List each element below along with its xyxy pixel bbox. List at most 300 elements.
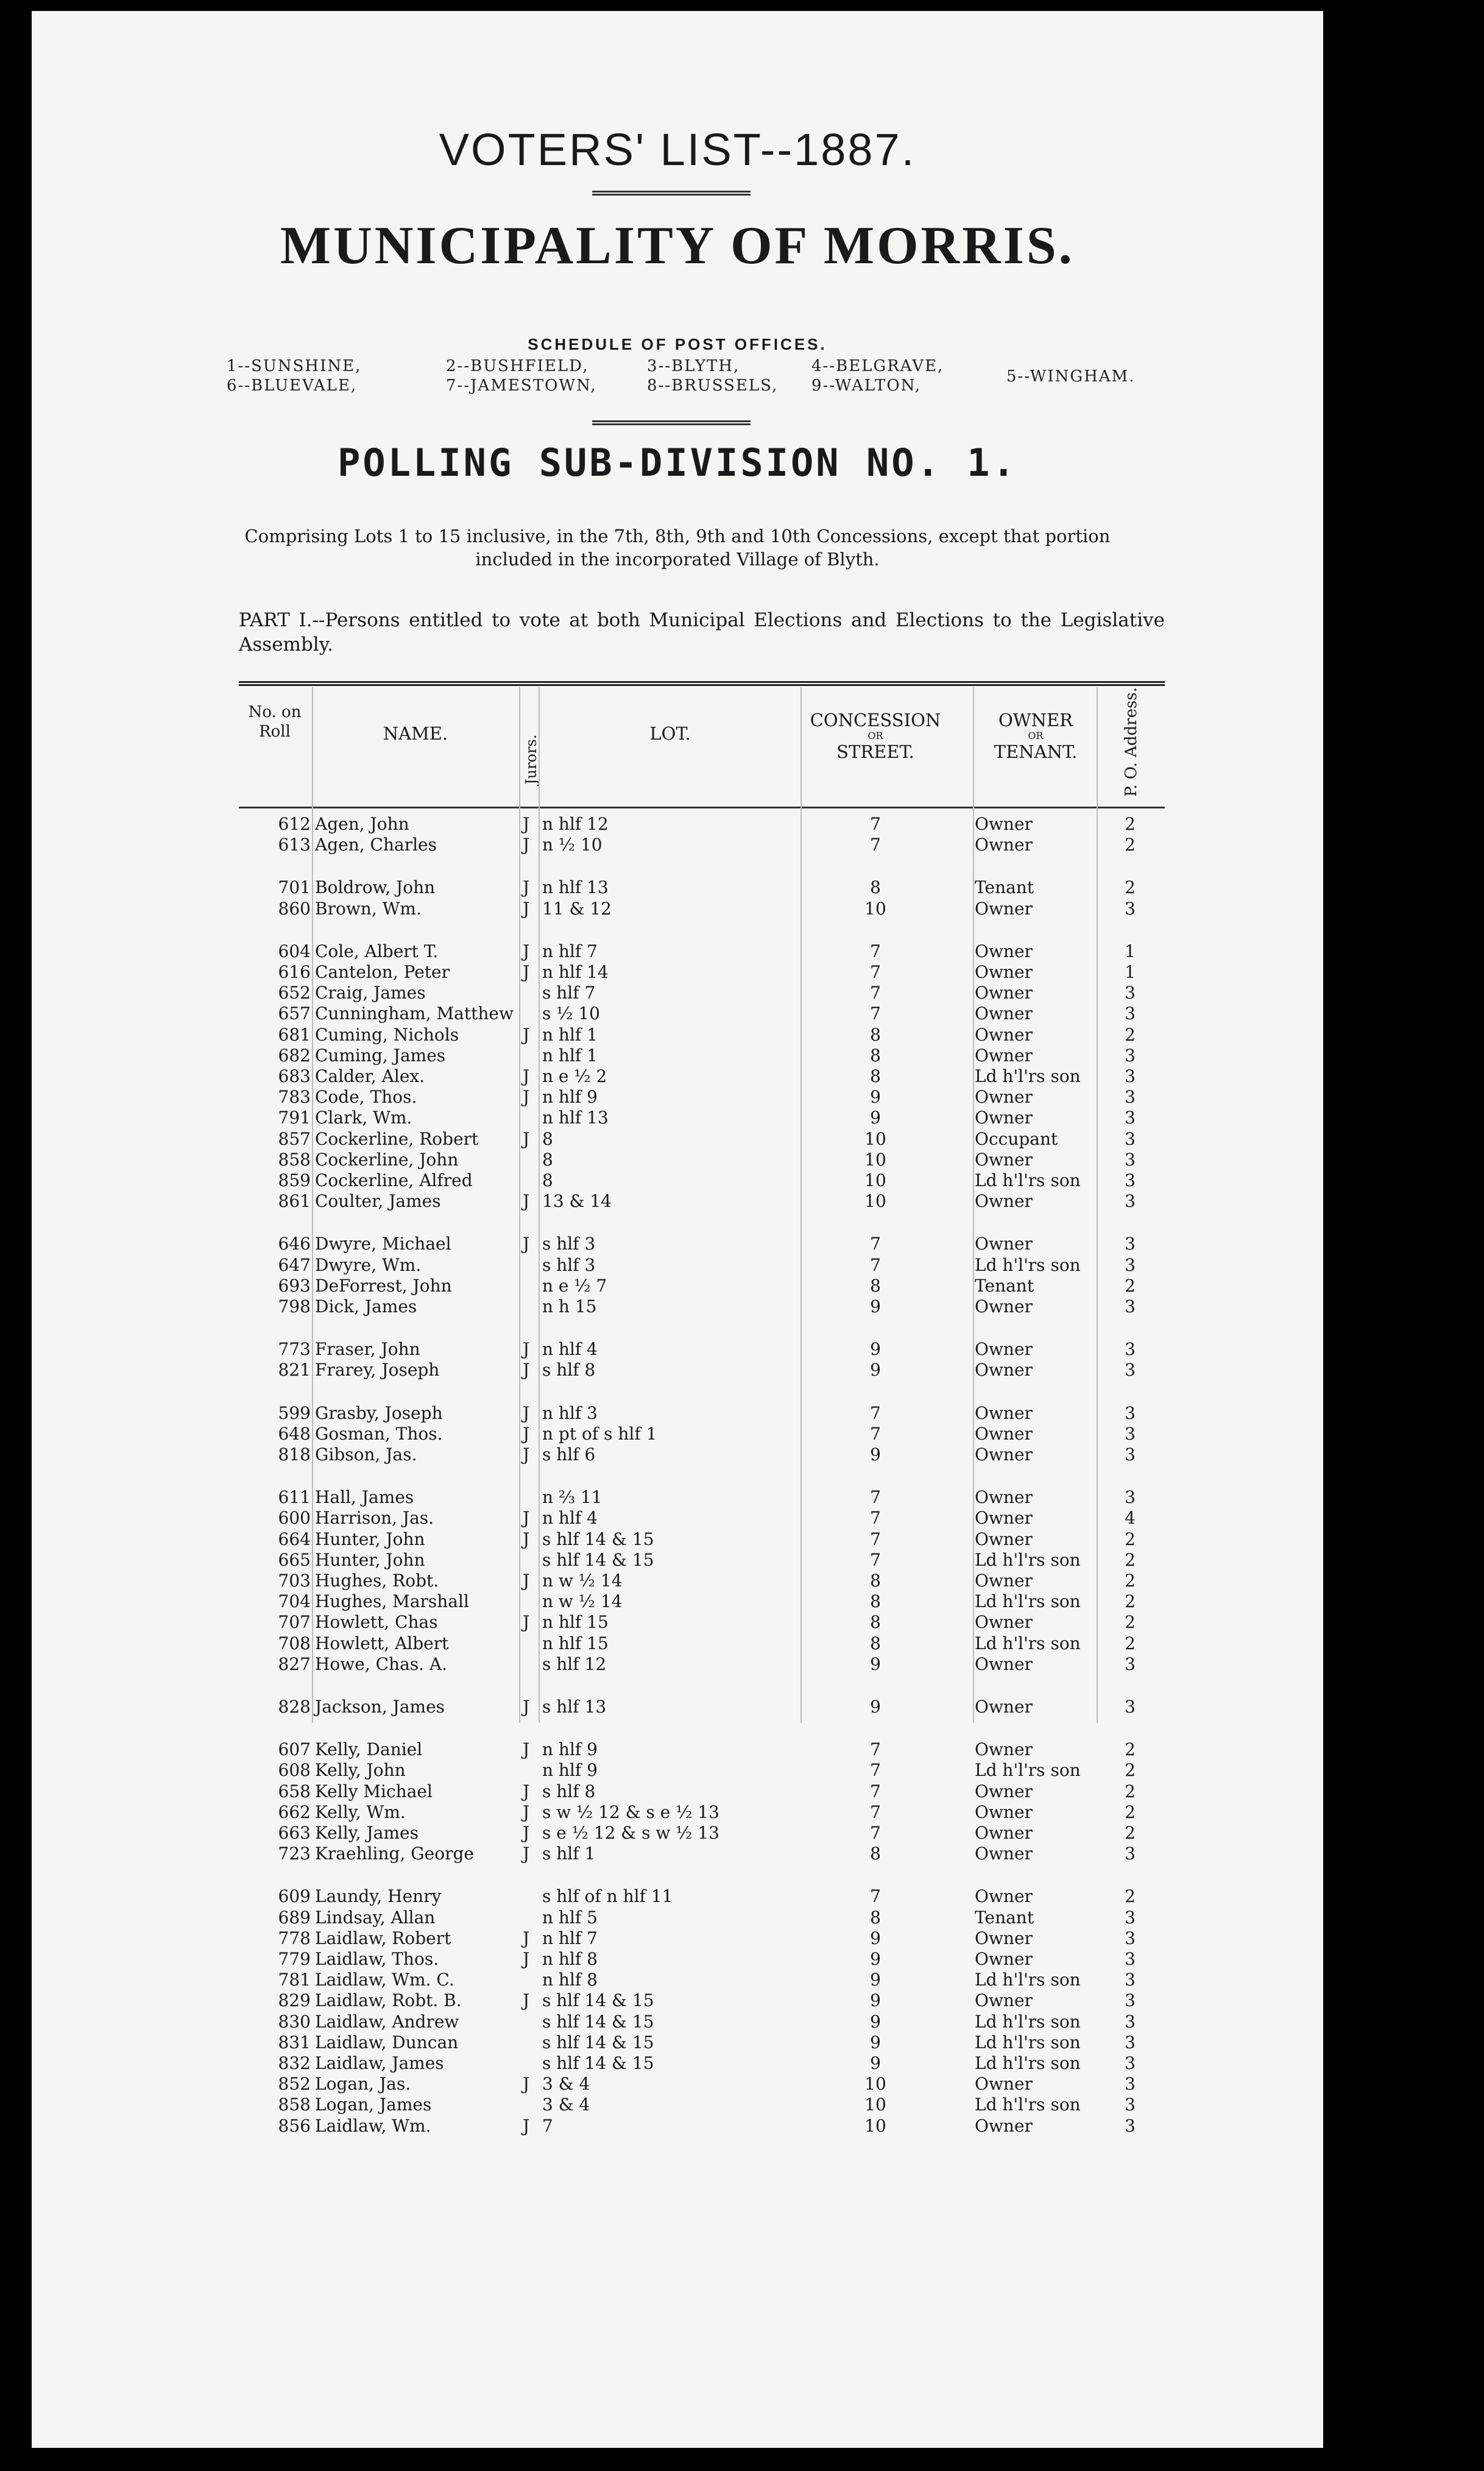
cell-juror: J bbox=[523, 2074, 530, 2095]
table-row bbox=[32, 1360, 1323, 1380]
table-header-rule bbox=[239, 807, 1165, 808]
table-row bbox=[32, 2095, 1323, 2115]
cell-po: 3 bbox=[1125, 2095, 1136, 2115]
cell-con: 7 bbox=[870, 983, 881, 1003]
table-row bbox=[32, 983, 1323, 1003]
cell-name: Kelly, Wm. bbox=[315, 1801, 406, 1822]
cell-po: 3 bbox=[1125, 1697, 1136, 1717]
cell-name: Brown, Wm. bbox=[315, 898, 422, 919]
cell-roll: 857 bbox=[278, 1128, 311, 1149]
cell-name: Cockerline, Robert bbox=[315, 1128, 479, 1149]
cell-roll: 832 bbox=[278, 2053, 311, 2073]
cell-po: 3 bbox=[1125, 1108, 1136, 1128]
cell-name: Frarey, Joseph bbox=[315, 1360, 440, 1380]
cell-juror: J bbox=[523, 1949, 530, 1969]
table-row bbox=[32, 1781, 1323, 1802]
cell-con: 9 bbox=[870, 1339, 881, 1360]
cell-po: 3 bbox=[1125, 1949, 1136, 1969]
cell-po: 2 bbox=[1125, 814, 1136, 834]
cell-con: 8 bbox=[870, 1275, 881, 1296]
list-title: VOTERS' LIST--1887. bbox=[439, 124, 916, 175]
cell-name: Logan, James bbox=[315, 2095, 432, 2115]
cell-roll: 821 bbox=[278, 1360, 311, 1380]
cell-po: 3 bbox=[1125, 1844, 1136, 1864]
cell-po: 2 bbox=[1125, 835, 1136, 855]
cell-con: 9 bbox=[870, 1296, 881, 1317]
cell-con: 9 bbox=[870, 1360, 881, 1380]
cell-own: Ld h'l'rs son bbox=[975, 1591, 1081, 1612]
table-row bbox=[32, 1150, 1323, 1170]
cell-po: 2 bbox=[1125, 877, 1136, 898]
cell-roll: 704 bbox=[278, 1591, 311, 1612]
cell-con: 9 bbox=[870, 2032, 881, 2052]
table-row bbox=[32, 1234, 1323, 1254]
cell-name: Laidlaw, Robert bbox=[315, 1928, 451, 1948]
cell-roll: 779 bbox=[278, 1949, 311, 1969]
cell-own: Tenant bbox=[975, 877, 1034, 898]
cell-name: Kelly, James bbox=[315, 1823, 419, 1843]
cell-con: 9 bbox=[870, 1949, 881, 1969]
cell-juror: J bbox=[523, 835, 530, 855]
cell-roll: 613 bbox=[278, 835, 311, 855]
post-office: 4--BELGRAVE, bbox=[811, 357, 944, 375]
table-row bbox=[32, 1339, 1323, 1360]
cell-roll: 612 bbox=[278, 814, 311, 834]
table-row bbox=[32, 962, 1323, 983]
cell-con: 7 bbox=[870, 941, 881, 961]
cell-own: Owner bbox=[975, 835, 1033, 855]
cell-po: 2 bbox=[1125, 1612, 1136, 1633]
cell-name: Dick, James bbox=[315, 1296, 417, 1317]
cell-con: 9 bbox=[870, 1990, 881, 2011]
cell-con: 7 bbox=[870, 1423, 881, 1444]
column-header-concession bbox=[799, 710, 952, 762]
cell-lot: s w ½ 12 & s e ½ 13 bbox=[542, 1801, 719, 1822]
cell-lot: s hlf 7 bbox=[542, 983, 596, 1003]
cell-juror: J bbox=[523, 1781, 530, 1801]
cell-lot: n hlf 9 bbox=[542, 1739, 598, 1760]
cell-con: 9 bbox=[870, 1970, 881, 1990]
cell-lot: n hlf 13 bbox=[542, 1108, 609, 1128]
cell-own: Owner bbox=[975, 1990, 1033, 2011]
table-row bbox=[32, 1802, 1323, 1823]
cell-lot: n hlf 12 bbox=[542, 814, 609, 834]
cell-own: Owner bbox=[975, 1697, 1033, 1717]
cell-juror: J bbox=[523, 1529, 530, 1549]
cell-roll: 723 bbox=[278, 1844, 311, 1864]
cell-con: 7 bbox=[870, 1801, 881, 1822]
cell-po: 3 bbox=[1125, 1970, 1136, 1990]
cell-lot: n hlf 4 bbox=[542, 1339, 598, 1360]
cell-juror: J bbox=[523, 1339, 530, 1360]
cell-po: 3 bbox=[1125, 1254, 1136, 1275]
table-row bbox=[32, 1403, 1323, 1424]
cell-lot: n pt of s hlf 1 bbox=[542, 1423, 657, 1444]
section-rule bbox=[592, 420, 751, 425]
cell-name: Laidlaw, Wm. bbox=[315, 2115, 431, 2136]
cell-roll: 608 bbox=[278, 1760, 311, 1781]
cell-roll: 693 bbox=[278, 1275, 311, 1296]
cell-juror: J bbox=[523, 1844, 530, 1864]
cell-roll: 611 bbox=[278, 1487, 311, 1508]
cell-roll: 689 bbox=[278, 1907, 311, 1928]
cell-po: 4 bbox=[1125, 1508, 1136, 1529]
cell-roll: 858 bbox=[278, 2095, 311, 2115]
cell-name: Coulter, James bbox=[315, 1191, 441, 1212]
cell-roll: 859 bbox=[278, 1170, 311, 1190]
cell-con: 10 bbox=[864, 2115, 886, 2136]
cell-name: Harrison, Jas. bbox=[315, 1508, 434, 1529]
cell-po: 2 bbox=[1125, 1591, 1136, 1612]
cell-name: Logan, Jas. bbox=[315, 2074, 411, 2095]
cell-po: 3 bbox=[1125, 2011, 1136, 2032]
cell-name: Howlett, Albert bbox=[315, 1633, 449, 1653]
cell-own: Owner bbox=[975, 1003, 1033, 1024]
cell-po: 3 bbox=[1125, 2074, 1136, 2095]
cell-name: Boldrow, John bbox=[315, 877, 436, 898]
cell-lot: n hlf 8 bbox=[542, 1949, 598, 1969]
cell-lot: n hlf 4 bbox=[542, 1508, 598, 1529]
cell-po: 3 bbox=[1125, 2032, 1136, 2052]
cell-juror: J bbox=[523, 941, 530, 961]
cell-roll: 773 bbox=[278, 1339, 311, 1360]
post-office: 7--JAMESTOWN, bbox=[446, 376, 597, 395]
cell-roll: 858 bbox=[278, 1149, 311, 1170]
cell-roll: 781 bbox=[278, 1970, 311, 1990]
cell-name: Cantelon, Peter bbox=[315, 962, 450, 982]
cell-name: Laidlaw, Duncan bbox=[315, 2032, 459, 2052]
column-header-owner-a: OWNER bbox=[998, 710, 1073, 730]
column-header-concession-b: STREET. bbox=[836, 741, 914, 762]
table-row bbox=[32, 2012, 1323, 2032]
cell-po: 3 bbox=[1125, 1087, 1136, 1108]
column-header-owner-b: TENANT. bbox=[994, 741, 1078, 762]
cell-lot: s hlf 12 bbox=[542, 1653, 607, 1674]
cell-lot: n h 15 bbox=[542, 1296, 597, 1317]
cell-own: Owner bbox=[975, 1360, 1033, 1380]
cell-roll: 599 bbox=[278, 1402, 311, 1423]
cell-juror: J bbox=[523, 1697, 530, 1717]
post-office: 3--BLYTH, bbox=[647, 357, 740, 375]
cell-po: 3 bbox=[1125, 1653, 1136, 1674]
cell-po: 1 bbox=[1125, 941, 1136, 961]
cell-own: Owner bbox=[975, 1844, 1033, 1864]
cell-own: Owner bbox=[975, 1801, 1033, 1822]
cell-juror: J bbox=[523, 1360, 530, 1380]
cell-juror: J bbox=[523, 1087, 530, 1108]
cell-juror: J bbox=[523, 1928, 530, 1948]
cell-name: Cuming, James bbox=[315, 1045, 446, 1066]
cell-po: 3 bbox=[1125, 1191, 1136, 1212]
cell-name: Howe, Chas. A. bbox=[315, 1653, 448, 1674]
cell-roll: 664 bbox=[278, 1529, 311, 1549]
cell-con: 10 bbox=[864, 1170, 886, 1190]
cell-juror: J bbox=[523, 1423, 530, 1444]
table-row bbox=[32, 1739, 1323, 1760]
cell-own: Owner bbox=[975, 1886, 1033, 1907]
cell-lot: n hlf 7 bbox=[542, 941, 598, 961]
table-row bbox=[32, 1760, 1323, 1781]
cell-name: Hughes, Marshall bbox=[315, 1591, 469, 1612]
cell-juror: J bbox=[523, 2115, 530, 2136]
cell-roll: 783 bbox=[278, 1087, 311, 1108]
cell-po: 2 bbox=[1125, 1275, 1136, 1296]
cell-con: 7 bbox=[870, 1760, 881, 1781]
cell-own: Occupant bbox=[975, 1128, 1058, 1149]
cell-roll: 652 bbox=[278, 983, 311, 1003]
cell-own: Owner bbox=[975, 1108, 1033, 1128]
cell-own: Owner bbox=[975, 1339, 1033, 1360]
cell-juror: J bbox=[523, 1402, 530, 1423]
cell-roll: 830 bbox=[278, 2011, 311, 2032]
cell-con: 7 bbox=[870, 1234, 881, 1254]
cell-po: 3 bbox=[1125, 1444, 1136, 1465]
cell-roll: 658 bbox=[278, 1781, 311, 1801]
cell-con: 7 bbox=[870, 1823, 881, 1843]
cell-juror: J bbox=[523, 1823, 530, 1843]
cell-own: Ld h'l'rs son bbox=[975, 1254, 1081, 1275]
cell-juror: J bbox=[523, 962, 530, 982]
cell-juror: J bbox=[523, 1066, 530, 1086]
table-row bbox=[32, 2116, 1323, 2137]
cell-con: 7 bbox=[870, 1003, 881, 1024]
cell-po: 3 bbox=[1125, 1360, 1136, 1380]
column-header-owner bbox=[975, 710, 1097, 762]
cell-name: Cockerline, Alfred bbox=[315, 1170, 473, 1190]
cell-con: 8 bbox=[870, 877, 881, 898]
cell-name: Cole, Albert T. bbox=[315, 941, 439, 961]
table-row bbox=[32, 1654, 1323, 1675]
cell-roll: 827 bbox=[278, 1653, 311, 1674]
cell-name: Lindsay, Allan bbox=[315, 1907, 436, 1928]
table-row bbox=[32, 1045, 1323, 1066]
cell-own: Ld h'l'rs son bbox=[975, 1633, 1081, 1653]
cell-own: Owner bbox=[975, 2074, 1033, 2095]
cell-lot: s hlf 14 & 15 bbox=[542, 2053, 654, 2073]
cell-con: 8 bbox=[870, 1612, 881, 1633]
cell-con: 8 bbox=[870, 1907, 881, 1928]
cell-roll: 647 bbox=[278, 1254, 311, 1275]
cell-roll: 665 bbox=[278, 1549, 311, 1570]
cell-po: 2 bbox=[1125, 1886, 1136, 1907]
column-header-jurors: Jurors. bbox=[523, 734, 540, 785]
description-line: included in the incorporated Village of Blyth. bbox=[475, 549, 880, 570]
cell-name: Gosman, Thos. bbox=[315, 1423, 443, 1444]
cell-con: 7 bbox=[870, 1549, 881, 1570]
cell-name: Fraser, John bbox=[315, 1339, 420, 1360]
cell-roll: 828 bbox=[278, 1697, 311, 1717]
cell-own: Ld h'l'rs son bbox=[975, 2032, 1081, 2052]
cell-own: Owner bbox=[975, 1402, 1033, 1423]
cell-name: Kelly Michael bbox=[315, 1781, 433, 1801]
cell-con: 9 bbox=[870, 2053, 881, 2073]
cell-name: Kraehling, George bbox=[315, 1844, 474, 1864]
cell-roll: 852 bbox=[278, 2074, 311, 2095]
cell-own: Owner bbox=[975, 1571, 1033, 1591]
table-row bbox=[32, 1066, 1323, 1087]
cell-lot: n hlf 15 bbox=[542, 1633, 609, 1653]
cell-po: 3 bbox=[1125, 1170, 1136, 1190]
cell-lot: s hlf 1 bbox=[542, 1844, 596, 1864]
cell-own: Ld h'l'rs son bbox=[975, 1970, 1081, 1990]
column-header-lot: LOT. bbox=[649, 723, 691, 744]
cell-roll: 662 bbox=[278, 1801, 311, 1822]
cell-roll: 609 bbox=[278, 1886, 311, 1907]
cell-po: 2 bbox=[1125, 1739, 1136, 1760]
cell-name: Code, Thos. bbox=[315, 1087, 417, 1108]
cell-name: Laidlaw, Andrew bbox=[315, 2011, 459, 2032]
table-row bbox=[32, 1612, 1323, 1633]
cell-con: 10 bbox=[864, 898, 886, 919]
cell-con: 9 bbox=[870, 1697, 881, 1717]
cell-juror: J bbox=[523, 1444, 530, 1465]
cell-con: 9 bbox=[870, 1653, 881, 1674]
cell-lot: n e ½ 2 bbox=[542, 1066, 607, 1086]
cell-name: Gibson, Jas. bbox=[315, 1444, 417, 1465]
cell-lot: n w ½ 14 bbox=[542, 1571, 623, 1591]
table-row bbox=[32, 1928, 1323, 1949]
table-row bbox=[32, 1907, 1323, 1928]
cell-own: Owner bbox=[975, 983, 1033, 1003]
cell-lot: s e ½ 12 & s w ½ 13 bbox=[542, 1823, 719, 1843]
cell-own: Owner bbox=[975, 1087, 1033, 1108]
cell-po: 2 bbox=[1125, 1633, 1136, 1653]
cell-con: 10 bbox=[864, 1128, 886, 1149]
cell-po: 3 bbox=[1125, 1928, 1136, 1948]
cell-po: 2 bbox=[1125, 1024, 1136, 1045]
cell-con: 7 bbox=[870, 1254, 881, 1275]
cell-lot: 8 bbox=[542, 1170, 553, 1190]
cell-roll: 663 bbox=[278, 1823, 311, 1843]
cell-name: DeForrest, John bbox=[315, 1275, 452, 1296]
cell-name: Laundy, Henry bbox=[315, 1886, 442, 1907]
cell-own: Owner bbox=[975, 1296, 1033, 1317]
cell-name: Craig, James bbox=[315, 983, 426, 1003]
cell-roll: 798 bbox=[278, 1296, 311, 1317]
cell-roll: 818 bbox=[278, 1444, 311, 1465]
cell-lot: 13 & 14 bbox=[542, 1191, 612, 1212]
cell-con: 9 bbox=[870, 2011, 881, 2032]
cell-name: Hunter, John bbox=[315, 1529, 425, 1549]
cell-name: Dwyre, Michael bbox=[315, 1234, 451, 1254]
cell-roll: 861 bbox=[278, 1191, 311, 1212]
cell-own: Owner bbox=[975, 1024, 1033, 1045]
cell-lot: n hlf 14 bbox=[542, 962, 609, 982]
cell-con: 8 bbox=[870, 1045, 881, 1066]
cell-own: Owner bbox=[975, 1529, 1033, 1549]
table-row bbox=[32, 1255, 1323, 1276]
cell-name: Hughes, Robt. bbox=[315, 1571, 439, 1591]
cell-own: Owner bbox=[975, 2115, 1033, 2136]
cell-lot: s hlf 3 bbox=[542, 1234, 596, 1254]
cell-name: Laidlaw, Thos. bbox=[315, 1949, 439, 1969]
cell-roll: 831 bbox=[278, 2032, 311, 2052]
table-row bbox=[32, 1129, 1323, 1150]
cell-roll: 791 bbox=[278, 1108, 311, 1128]
cell-po: 3 bbox=[1125, 1234, 1136, 1254]
column-header-concession-a: CONCESSION bbox=[810, 710, 941, 730]
cell-lot: n hlf 8 bbox=[542, 1970, 598, 1990]
table-top-rule bbox=[239, 681, 1165, 686]
table-row bbox=[32, 1990, 1323, 2011]
cell-con: 8 bbox=[870, 1633, 881, 1653]
cell-roll: 701 bbox=[278, 877, 311, 898]
cell-po: 2 bbox=[1125, 1549, 1136, 1570]
table-row bbox=[32, 1487, 1323, 1508]
cell-po: 3 bbox=[1125, 1045, 1136, 1066]
cell-own: Owner bbox=[975, 962, 1033, 982]
cell-roll: 604 bbox=[278, 941, 311, 961]
cell-lot: s hlf 14 & 15 bbox=[542, 1529, 654, 1549]
cell-con: 9 bbox=[870, 1087, 881, 1108]
cell-lot: n hlf 1 bbox=[542, 1024, 598, 1045]
cell-name: Hunter, John bbox=[315, 1549, 425, 1570]
table-row bbox=[32, 1424, 1323, 1444]
cell-po: 1 bbox=[1125, 962, 1136, 982]
title-rule bbox=[592, 191, 751, 196]
table-row bbox=[32, 1823, 1323, 1844]
cell-lot: s hlf 13 bbox=[542, 1697, 607, 1717]
cell-juror: J bbox=[523, 1612, 530, 1633]
cell-po: 3 bbox=[1125, 1296, 1136, 1317]
cell-own: Tenant bbox=[975, 1907, 1034, 1928]
cell-con: 8 bbox=[870, 1571, 881, 1591]
table-row bbox=[32, 1170, 1323, 1191]
description-line: Comprising Lots 1 to 15 inclusive, in the 7th, 8th, 9th and 10th Concessions, except that portion bbox=[244, 526, 1111, 546]
cell-po: 3 bbox=[1125, 1149, 1136, 1170]
post-office: 9--WALTON, bbox=[811, 376, 922, 395]
cell-po: 3 bbox=[1125, 983, 1136, 1003]
table-row bbox=[32, 1296, 1323, 1317]
column-header-po: P. O. Address. bbox=[1122, 687, 1140, 797]
table-row bbox=[32, 1003, 1323, 1024]
column-header-roll: No. on Roll bbox=[248, 703, 302, 741]
cell-po: 3 bbox=[1125, 1339, 1136, 1360]
cell-own: Ld h'l'rs son bbox=[975, 1170, 1081, 1190]
post-office: 8--BRUSSELS, bbox=[647, 376, 779, 395]
post-office: 5--WINGHAM. bbox=[1006, 367, 1136, 386]
cell-juror: J bbox=[523, 1801, 530, 1822]
cell-roll: 646 bbox=[278, 1234, 311, 1254]
schedule-heading: SCHEDULE OF POST OFFICES. bbox=[528, 335, 827, 353]
cell-roll: 856 bbox=[278, 2115, 311, 2136]
cell-con: 9 bbox=[870, 1928, 881, 1948]
column-header-concession-or: OR bbox=[867, 730, 883, 741]
cell-po: 3 bbox=[1125, 1128, 1136, 1149]
cell-con: 10 bbox=[864, 2095, 886, 2115]
cell-con: 9 bbox=[870, 1108, 881, 1128]
cell-name: Howlett, Chas bbox=[315, 1612, 438, 1633]
cell-lot: s hlf 8 bbox=[542, 1781, 596, 1801]
cell-lot: n ⅔ 11 bbox=[542, 1487, 602, 1508]
table-row bbox=[32, 1191, 1323, 1212]
table-row bbox=[32, 1108, 1323, 1128]
cell-con: 8 bbox=[870, 1024, 881, 1045]
cell-juror: J bbox=[523, 1739, 530, 1760]
table-row bbox=[32, 941, 1323, 962]
cell-own: Ld h'l'rs son bbox=[975, 1066, 1081, 1086]
table-row bbox=[32, 1633, 1323, 1654]
cell-own: Owner bbox=[975, 814, 1033, 834]
cell-name: Cuming, Nichols bbox=[315, 1024, 459, 1045]
cell-juror: J bbox=[523, 814, 530, 834]
table-row bbox=[32, 1550, 1323, 1571]
cell-own: Owner bbox=[975, 1781, 1033, 1801]
municipality-title: MUNICIPALITY OF MORRIS. bbox=[280, 216, 1075, 275]
cell-roll: 707 bbox=[278, 1612, 311, 1633]
cell-roll: 703 bbox=[278, 1571, 311, 1591]
table-row bbox=[32, 835, 1323, 855]
